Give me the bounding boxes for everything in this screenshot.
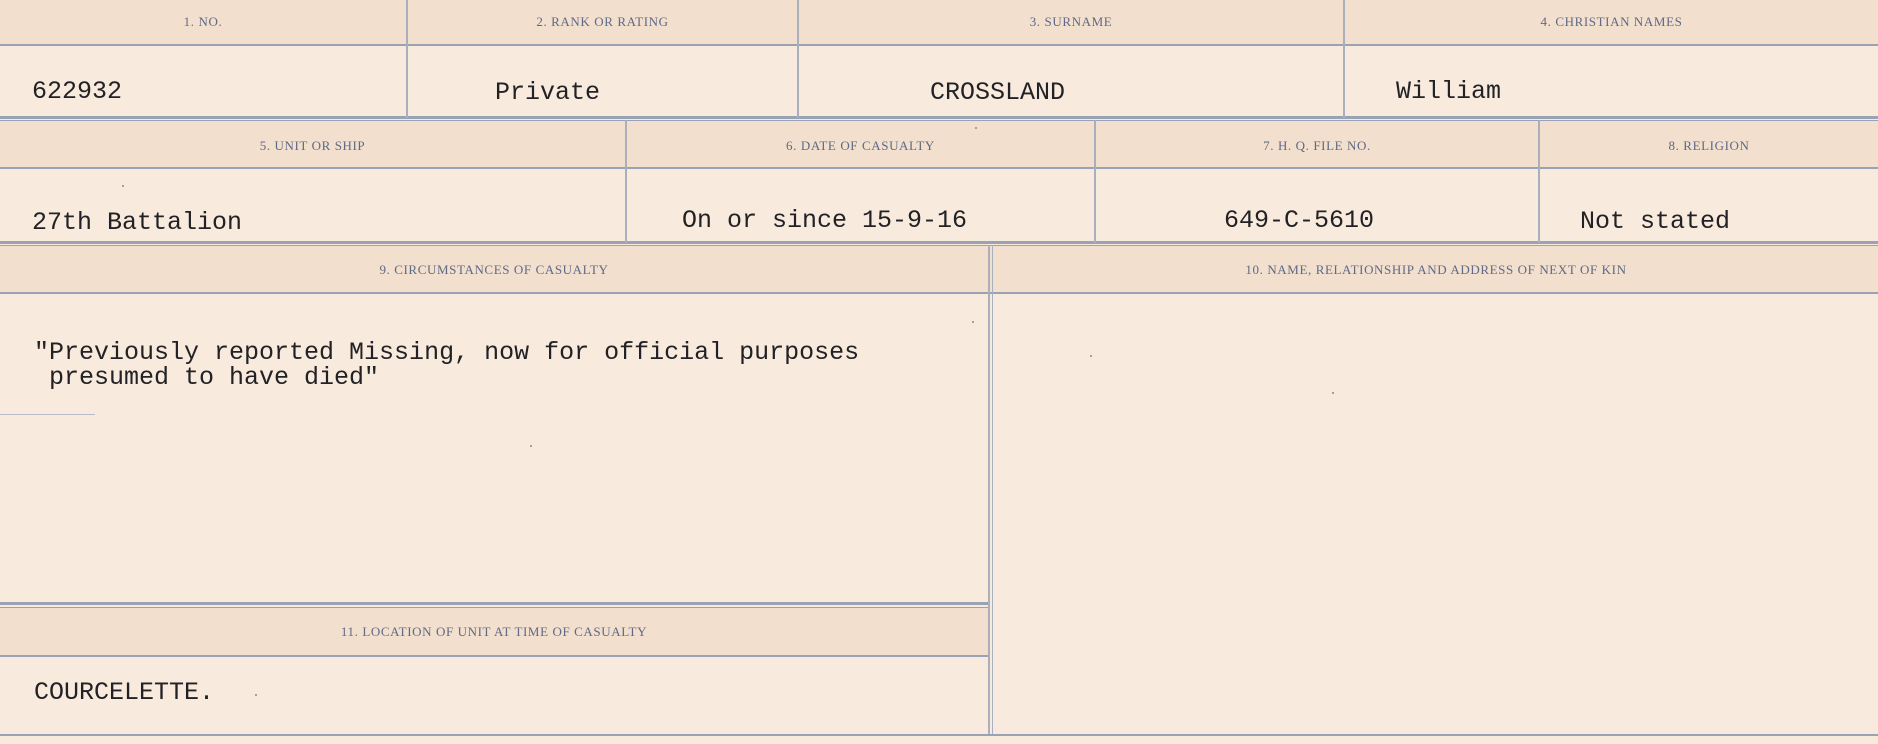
- rule: [0, 241, 1878, 244]
- christian-names-label: 4. CHRISTIAN NAMES: [1540, 14, 1683, 29]
- rank-label: 2. RANK OR RATING: [536, 14, 669, 29]
- rule: [0, 655, 988, 657]
- rule: [0, 245, 1878, 246]
- column-divider: [992, 245, 993, 734]
- date-label: 6. DATE OF CASUALTY: [786, 138, 935, 153]
- paper-speck: [1090, 355, 1092, 357]
- rule: [0, 734, 1878, 736]
- location-label: 11. LOCATION OF UNIT AT TIME OF CASUALTY: [340, 624, 648, 639]
- paper-speck: [255, 694, 257, 696]
- paper-speck: [975, 127, 977, 129]
- rank-value: Private: [495, 78, 601, 107]
- paper-speck: [1332, 392, 1334, 394]
- rule: [0, 167, 1878, 169]
- religion-value: Not stated: [1580, 207, 1731, 236]
- christian-names-value: William: [1396, 77, 1502, 106]
- rule: [0, 414, 95, 415]
- paper-speck: [530, 445, 532, 447]
- religion-label: 8. RELIGION: [1668, 138, 1750, 153]
- rule: [0, 44, 1878, 46]
- hq-file-label: 7. H. Q. FILE NO.: [1263, 138, 1371, 153]
- no-label: 1. NO.: [183, 14, 223, 29]
- paper-speck: [972, 321, 974, 323]
- rule: [0, 116, 1878, 119]
- unit-label: 5. UNIT OR SHIP: [259, 138, 366, 153]
- rule: [0, 120, 1878, 121]
- unit-value: 27th Battalion: [32, 208, 243, 237]
- circumstances-label: 9. CIRCUMSTANCES OF CASUALTY: [379, 262, 609, 277]
- rule: [0, 292, 1878, 294]
- paper-speck: [122, 185, 124, 187]
- circumstances-value: "Previously reported Missing, now for official purposes presumed to have died": [34, 338, 860, 392]
- rule: [0, 607, 988, 608]
- surname-value: CROSSLAND: [930, 78, 1066, 107]
- hq-file-value: 649-C-5610: [1224, 206, 1375, 235]
- rule: [0, 602, 988, 605]
- column-divider: [988, 245, 990, 734]
- surname-label: 3. SURNAME: [1029, 14, 1113, 29]
- next-of-kin-label: 10. NAME, RELATIONSHIP AND ADDRESS OF NEXT OF KIN: [1245, 262, 1627, 277]
- location-value: COURCELETTE.: [34, 678, 215, 707]
- service-number: 622932: [32, 77, 123, 106]
- date-value: On or since 15-9-16: [682, 206, 968, 235]
